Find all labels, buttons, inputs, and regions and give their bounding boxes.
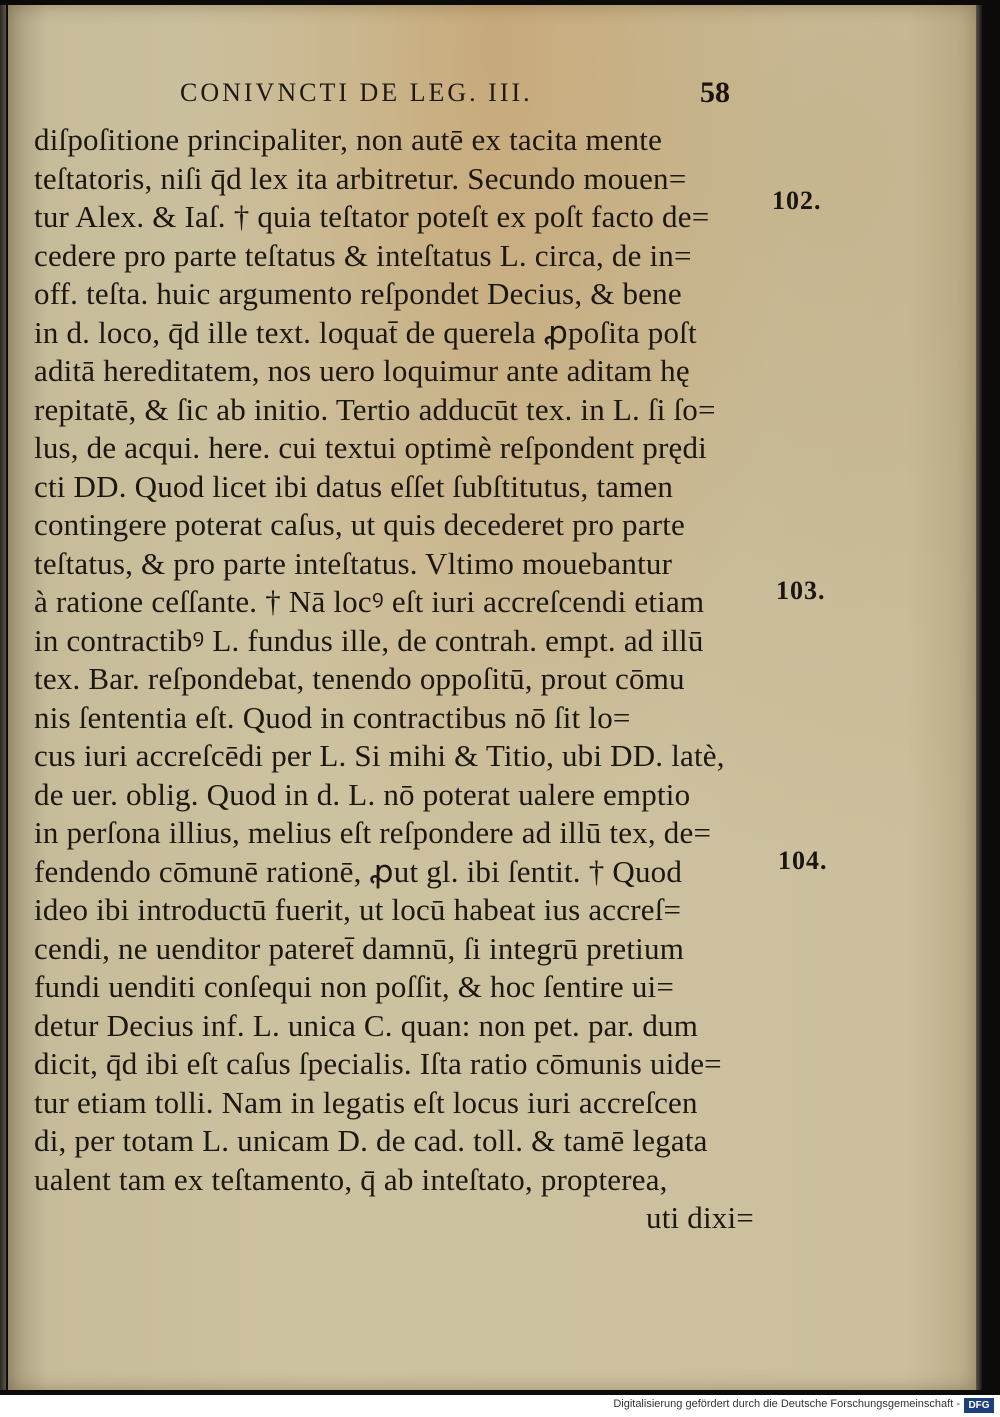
text-line: nis ſententia eſt. Quod in contractibus nō ſit lo=	[34, 699, 631, 735]
digitization-footer	[0, 1395, 1000, 1417]
marginal-number: 102.	[772, 186, 822, 215]
text-line: tur Alex. & Iaſ. † quia teſtator poteſt ex poſt facto de=	[34, 199, 710, 234]
text-line: cedere pro parte teſtatus & inteſtatus L. circa, de in=	[34, 237, 692, 273]
text-line: dicit, q̄d ibi eſt caſus ſpecialis. Iſta ratio cōmunis uide=	[34, 1046, 722, 1081]
text-line: detur Decius inf. L. unica C. quan: non pet. par. dum	[34, 1007, 699, 1043]
page-edge-right	[976, 5, 982, 1390]
dfg-logo-icon: DFG	[964, 1398, 994, 1413]
text-line: à ratione ceſſante. † Nā locꝰ eſt iuri accreſcendi etiam	[34, 584, 705, 619]
text-line: diſpoſitione principaliter, non autē ex tacita mente	[34, 122, 663, 157]
marginal-number: 103.	[776, 576, 826, 605]
page-edge-left	[0, 5, 6, 1390]
footer-credit: Digitalisierung gefördert durch die Deutsche Forschungsgemeinschaft -	[613, 1398, 960, 1410]
folio-number: 58	[700, 76, 730, 109]
text-line: teſtatus, & pro parte inteſtatus. Vltimo mouebantur	[34, 545, 673, 581]
text-line: de uer. oblig. Quod in d. L. nō poterat ualere emptio	[34, 776, 691, 812]
text-line: cti DD. Quod licet ibi datus eſſet ſubſtitutus, tamen	[34, 468, 674, 504]
text-line: ualent tam ex teſtamento, q̄ ab inteſtato, propterea,	[34, 1161, 668, 1197]
text-line: di, per totam L. unicam D. de cad. toll. & tamē legata	[34, 1123, 708, 1158]
text-line: contingere poterat caſus, ut quis decederet pro parte	[34, 507, 685, 542]
marginal-number: 104.	[778, 846, 828, 875]
text-line: ideo ibi introductū fuerit, ut locū habeat ius accreſ=	[34, 892, 682, 927]
text-line: cus iuri accreſcēdi per L. Si mihi & Titio, ubi DD. latè,	[34, 738, 725, 773]
text-line: in perſona illius, melius eſt reſpondere ad illū tex, de=	[34, 815, 712, 850]
running-title: CONIVNCTI DE LEG. III.	[180, 78, 533, 107]
text-line: tex. Bar. reſpondebat, tenendo oppoſitū, prout cōmu	[34, 661, 685, 696]
text-line: repitatē, & ſic ab initio. Tertio adducūt tex. in L. ſi ſo=	[34, 391, 716, 427]
text-line: lus, de acqui. here. cui textui optimè reſpondent prędi	[34, 430, 707, 465]
text-line: cendi, ne uenditor pateret̄ damnū, ſi integrū pretium	[34, 930, 685, 966]
text-line: teſtatoris, niſi q̄d lex ita arbitretur. Secundo mouen=	[34, 160, 687, 196]
text-line: in contractibꝰ L. fundus ille, de contrah. empt. ad illū	[34, 622, 704, 658]
text-line: aditā hereditatem, nos uero loquimur ante aditam hę	[34, 353, 690, 388]
text-line: off. teſta. huic argumento reſpondet Decius, & bene	[34, 276, 682, 311]
text-line: fendendo cōmunē rationē, ꝓut gl. ibi ſentit. † Quod	[34, 853, 683, 889]
text-line: in d. loco, q̄d ille text. loquat̄ de querela ꝓpoſita poſt	[34, 314, 697, 350]
text-line: tur etiam tolli. Nam in legatis eſt locus iuri accreſcen	[34, 1084, 698, 1120]
text-line-catchword: uti dixi=	[646, 1200, 754, 1235]
text-line: fundi uenditi conſequi non poſſit, & hoc ſentire ui=	[34, 969, 675, 1004]
